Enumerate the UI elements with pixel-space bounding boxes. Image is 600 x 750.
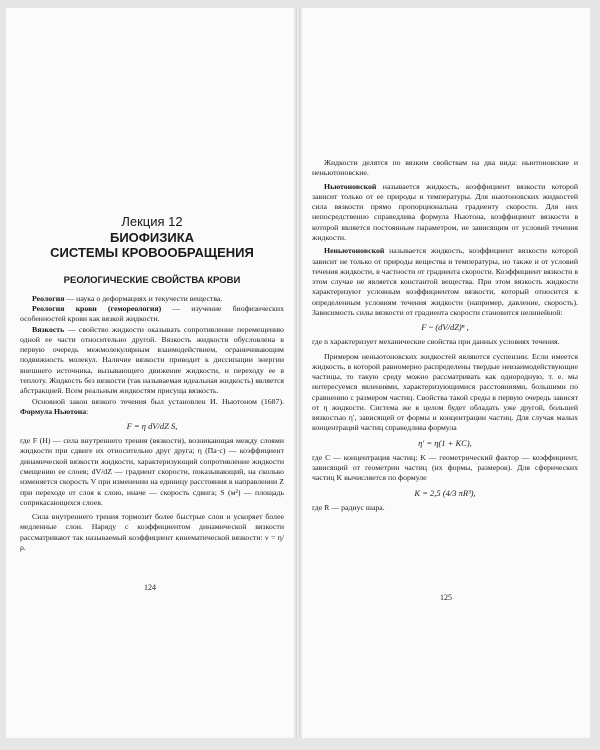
book-gutter bbox=[296, 8, 300, 738]
paragraph-kinematic-viscosity: Сила внутреннего трения тормозит более быстрые слои и ускоряет более медленные слои. Наряду с коэффициентом динамической вязкости рассматривают так называемый коэффициент кинематической вязкости: ν = η/ρ. bbox=[20, 512, 284, 552]
page-number: 125 bbox=[440, 593, 452, 602]
paragraph-formula-explanation: где F (Н) — сила внутреннего трения (вязкости), возникающая между слоями жидкости при сдвиге их относительно друг друга; η (Па·с) — коэффициент динамической вязкости жидкости, характеризующий сопротивление жидкости смещению ее слоев; dV/dZ — градиент скорости, показывающий, на сколько изменяется скорость V при изменении на единицу расстояния в направлении Z при переходе от слоя к слою, иначе — скорость сдвига; S (м²) — площадь соприкасающихся слоев. bbox=[20, 436, 284, 507]
paragraph-radius: где R — радиус шара. bbox=[312, 502, 385, 512]
paragraph-suspensions: Примером неньютоновских жидкостей являются суспензии. Если имеется жидкость, в которой равномерно распределены твердые невзаимодействующие частицы, то такую среду можно рассматривать как однородную, т. е. мы интересуемся явлениями, характеризующимися расстояниями, большими по сравнению с размером частиц. Свойства такой среды в первую очередь зависят от η жидкости. Система же в целом будет обладать уже другой, большей вязкостью η′, зависящей от формы и концентрации частиц. Для случая малых концентраций частиц справедлива формула bbox=[312, 351, 578, 433]
paragraph-hemorheology bbox=[20, 304, 284, 325]
term: Неньютоновской bbox=[324, 246, 385, 256]
term: Ньютоновской bbox=[324, 181, 377, 191]
paragraph-newton-law bbox=[20, 397, 284, 418]
term: Реология крови (гемореология) bbox=[32, 304, 162, 314]
paragraph-n-explanation: где n характеризует механические свойства при данных условиях течения. bbox=[312, 337, 560, 347]
text: — наука о деформациях и текучести вещества. bbox=[64, 293, 223, 303]
lecture-subtopic: СИСТЕМЫ КРОВООБРАЩЕНИЯ bbox=[50, 245, 254, 261]
text: — свойство жидкости оказывать сопротивление перемещению одной ее части относительно другой. Вязкость жидкости обусловлена в первую очередь межмолекулярным взаимодействием, ограничивающим подвижность молекул. Наличие вязкости приводит к диссипации энергии внешнего источника, вызывающего движение жидкости, и переходу ее в теплоту. Жидкость без вязкости (так называемая идеальная жидкость) является абстракцией. Всем реальным жидкостям присуща вязкость. bbox=[20, 324, 284, 396]
section-heading: РЕОЛОГИЧЕСКИЕ СВОЙСТВА КРОВИ bbox=[63, 274, 241, 286]
paragraph-viscosity bbox=[20, 325, 284, 397]
paragraph-rheology bbox=[20, 294, 284, 304]
sphere-factor-formula: K = 2,5 (4/3 πR³), bbox=[414, 487, 476, 498]
paragraph-newtonian bbox=[312, 182, 578, 244]
paragraph-fluid-types: Жидкости делятся по вязким свойствам на два вида: ньютоновские и неньютоновские. bbox=[312, 158, 578, 178]
term: Формула Ньютона bbox=[20, 406, 87, 416]
paragraph-concentration: где C — концентрация частиц; K — геометрический фактор — коэффициент, зависящий от геометрии частиц (их формы, размеров). Для сферических частиц K вычисляется по формуле bbox=[312, 452, 578, 483]
term: Реология bbox=[32, 293, 65, 303]
einstein-formula: η′ = η(1 + KC), bbox=[418, 437, 472, 448]
text: Основной закон вязкого течения был установлен И. Ньютоном (1687). bbox=[32, 396, 284, 406]
page-number: 124 bbox=[144, 583, 156, 592]
lecture-number: Лекция 12 bbox=[121, 214, 183, 229]
paragraph-non-newtonian bbox=[312, 246, 578, 318]
left-page bbox=[6, 8, 294, 738]
lecture-topic: БИОФИЗИКА bbox=[109, 229, 195, 245]
text: называется жидкость, коэффициент вязкости которой зависит только от ее природы и температуры. Для ньютоновских жидкостей сила вязкости прямо пропорциональна градиенту скорости. Для них непосредственно справедлива формула Ньютона, коэффициент вязкости в которой является постоянным параметром, не зависящим от условий течения жидкости. bbox=[312, 181, 578, 242]
newton-formula: F = η dV/dZ S, bbox=[126, 421, 178, 432]
text: называется жидкость, коэффициент вязкости которой зависит не только от природы вещества и температуры, но также и от условий течения жидкости, в частности от градиента скорости. Коэффициент вязкости в этом случае не является константой вещества. При этом вязкость жидкости характеризуют условным коэффициентом вязкости, который относится к определенным условиям течения жидкости (например, давление, скорость). Зависимость силы вязкости от градиента скорости становится нелинейной: bbox=[312, 246, 578, 317]
lecture-title bbox=[20, 214, 284, 261]
term: Вязкость bbox=[32, 324, 65, 334]
power-law-formula: F ~ (dV/dZ)ⁿ , bbox=[421, 322, 469, 333]
text: — изучение биофизических особенностей крови как вязкой жидкости. bbox=[20, 304, 285, 324]
right-page bbox=[302, 8, 590, 738]
text: : bbox=[86, 406, 89, 416]
